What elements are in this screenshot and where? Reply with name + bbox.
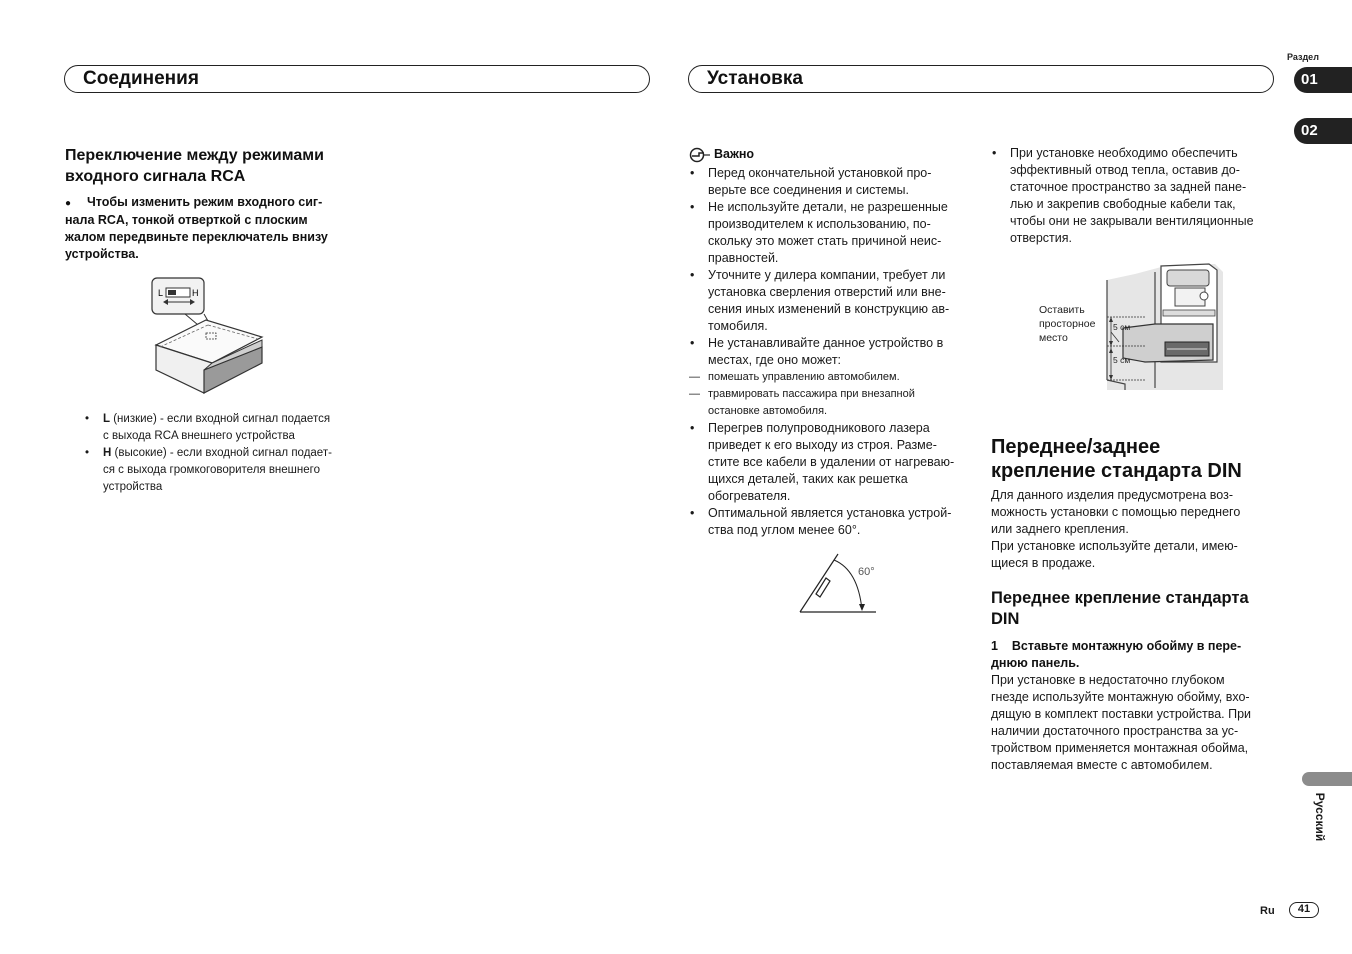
din-mounting-title — [991, 435, 1291, 483]
list-item: — помешать управлению автомобилем. — [689, 369, 979, 386]
list-item: • Не устанавливайте данное устройство в местах, где оно может: — [689, 335, 979, 369]
list-item: • Перегрев полупроводникового лазера приведет к его выходу из строя. Разме- стите все кабели в удалении от нагреваю- щихся деталей, таких как решетка обогревателя. — [689, 420, 979, 505]
rca-title-line1: Переключение между режимами — [65, 147, 324, 164]
instruction-line-4: устройства. — [65, 247, 139, 261]
front-din-title-line1: Переднее крепление стандарта — [991, 589, 1249, 607]
front-din-step: 1 Вставьте монтажную обойму в пере- днюю панель. При установке в недостаточно глубоком гнезде используйте монтажную обойму, вхо- дящую в комплект поставки устройства. При наличии достаточного пространства за ус- тройством применяется монтажная обойма, поставляемая вместе с автомобилем. — [991, 638, 1281, 774]
switch-label-h: H — [192, 288, 199, 298]
section-title: Соединения — [83, 68, 199, 89]
hazard-list — [689, 369, 979, 420]
important-label: Важно — [714, 147, 755, 161]
section-header-installation — [688, 65, 1274, 93]
front-din-title-line2: DIN — [991, 610, 1020, 628]
rca-switch-illustration — [150, 275, 270, 400]
clearance-label: Оставить просторное место — [1039, 304, 1096, 344]
list-item: • Не используйте детали, не разрешенные производителем к использованию, по- скольку это может стать причиной неис- правностей. — [689, 199, 979, 267]
din-mounting-text: Для данного изделия предусмотрена воз- можность установки с помощью переднего или заднего крепления. При установке используйте детали, имею- щиеся в продаже. — [991, 488, 1241, 570]
instruction-line-2: нала RCA, тонкой отверткой с плоским — [65, 213, 308, 227]
language-code: Ru — [1260, 905, 1275, 917]
section-header-connections — [64, 65, 650, 93]
warning-list-continued — [689, 420, 979, 539]
language-tab — [1302, 772, 1352, 786]
din-title-line1: Переднее/заднее — [991, 436, 1161, 458]
list-item: • L (низкие) - если входной сигнал подается с выхода RCA внешнего устройства — [84, 411, 364, 445]
bullet-icon: ● — [65, 198, 72, 209]
instruction-line-3: жалом передвиньте переключатель внизу — [65, 230, 328, 244]
din-title-line2: крепление стандарта DIN — [991, 460, 1242, 482]
angle-label: 60° — [858, 566, 875, 578]
step-1-line1: 1 Вставьте монтажную обойму в пере- — [991, 639, 1242, 653]
warning-hand-icon — [689, 147, 711, 163]
rca-section-title — [65, 145, 385, 187]
page-number: 41 — [1289, 902, 1319, 918]
rca-instruction — [65, 194, 365, 263]
instruction-line-1: Чтобы изменить режим входного сиг- — [87, 195, 323, 209]
list-item: • H (высокие) - если входной сигнал подает- ся с выхода громкоговорителя внешнего устройства — [84, 445, 364, 496]
list-item: • При установке необходимо обеспечить эффективный отвод тепла, оставив до- статочное пространство за задней пане- лью и закрепив свободные кабели так, чтобы они не закрывали вентиляционные отверстия. — [991, 145, 1281, 247]
section-title: Установка — [707, 68, 803, 89]
list-item: — травмировать пассажира при внезапной остановке автомобиля. — [689, 386, 979, 420]
dashboard-clearance-illustration — [1105, 262, 1225, 390]
section-tab-02[interactable]: 02 — [1294, 118, 1352, 144]
rca-mode-notes — [84, 411, 364, 496]
warning-list — [689, 165, 979, 369]
section-tab-01[interactable]: 01 — [1294, 67, 1352, 93]
list-item: • Перед окончательной установкой про- верьте все соединения и системы. — [689, 165, 979, 199]
switch-label-l: L — [158, 288, 164, 298]
step-1-line2: днюю панель. — [991, 656, 1080, 670]
mounting-angle-illustration — [798, 550, 883, 615]
section-label: Раздел — [1287, 52, 1319, 62]
list-item: • Оптимальной является установка устрой- ства под углом менее 60°. — [689, 505, 979, 539]
list-item: • Уточните у дилера компании, требует ли установка сверления отверстий или вне- сения иных изменений в конструкцию ав- томобиля. — [689, 267, 979, 335]
clearance-top-label: 5 см — [1113, 322, 1131, 332]
clearance-bottom-label: 5 см — [1113, 355, 1131, 365]
rca-mode-list — [84, 411, 364, 496]
rca-title-line2: входного сигнала RCA — [65, 168, 246, 185]
language-label: Русский — [1313, 792, 1327, 842]
front-din-title — [991, 588, 1291, 630]
ventilation-note — [991, 145, 1281, 247]
installation-warnings — [689, 165, 979, 539]
